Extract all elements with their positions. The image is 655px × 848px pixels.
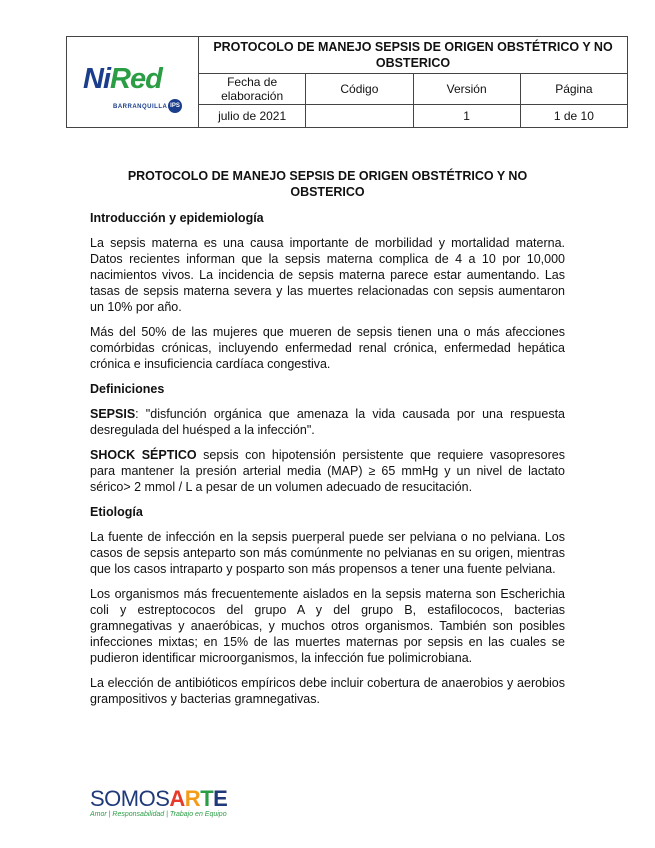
- header-label-pagina: Página: [520, 74, 627, 105]
- footer-tagline: Amor | Responsabilidad | Trabajo en Equipo: [90, 811, 227, 818]
- term-shock-septico: SHOCK SÉPTICO: [90, 448, 197, 462]
- header-value-version: 1: [413, 104, 520, 127]
- header-label-version: Versión: [413, 74, 520, 105]
- definition-text: : "disfunción orgánica que amenaza la vida causada por una respuesta desregulada del huésped a la infección".: [90, 407, 565, 437]
- header-value-pagina: 1 de 10: [520, 104, 627, 127]
- definition-text: sepsis con hipotensión persistente que requiere vasopresores para mantener la presión arterial media (MAP) ≥ 65 mmHg y un nivel de lactato sérico> 2 mmol / L a pesar de un volumen adecuado de resucitación.: [90, 448, 565, 494]
- logo-cell: [67, 37, 199, 128]
- paragraph: Los organismos más frecuentemente aislados en la sepsis materna son Escherichia coli y estreptococos del grupo A y del grupo B, estafilococos, bacterias gramnegativas y anaeróbicas, y muchos otros organismos. También son posibles infecciones mixtas; en 15% de las muertes maternas por sepsis en las cuales se pudieron identificar microorganismos, la infección fue polimicrobiana.: [90, 587, 565, 665]
- section-heading-introduccion: Introducción y epidemiología: [90, 211, 264, 225]
- header-value-fecha: julio de 2021: [199, 104, 306, 127]
- term-sepsis: SEPSIS: [90, 407, 136, 421]
- header-label-fecha: Fecha de elaboración: [199, 74, 306, 105]
- header-title: PROTOCOLO DE MANEJO SEPSIS DE ORIGEN OBSTÉTRICO Y NO OBSTERICO: [199, 37, 628, 74]
- footer-brand: SOMOSARTE: [90, 786, 228, 811]
- document-header-table: [66, 36, 628, 128]
- paragraph: La elección de antibióticos empíricos debe incluir cobertura de anaerobios y aerobios grampositivos y bacterias gramnegativas.: [90, 676, 565, 706]
- header-label-codigo: Código: [306, 74, 413, 105]
- document-title: PROTOCOLO DE MANEJO SEPSIS DE ORIGEN OBSTÉTRICO Y NO OBSTERICO: [127, 169, 528, 199]
- paragraph: La sepsis materna es una causa importante de morbilidad y mortalidad materna. Datos recientes informan que la sepsis materna complica de 4 a 10 por 10,000 nacimientos vivos. La incidencia de sepsis materna parece estar aumentando. Las tasas de sepsis materna severa y las muertes relacionadas con sepsis aumentaron un 10% por año.: [90, 236, 565, 314]
- logo-badge: IPS: [168, 99, 182, 113]
- nired-logo: [67, 37, 198, 127]
- logo-subtitle: BARRANQUILLA: [113, 104, 168, 110]
- paragraph: La fuente de infección en la sepsis puerperal puede ser pelviana o no pelviana. Los casos de sepsis anteparto son más comúnmente no pelvianas en su origen, mientras que los casos intraparto y posparto son más propensos a tener una fuente pelviana.: [90, 530, 565, 576]
- section-heading-etiologia: Etiología: [90, 505, 143, 519]
- document-body: [90, 168, 565, 716]
- definition-sepsis: [90, 406, 565, 438]
- logo-brand: NiRed: [83, 63, 162, 95]
- section-heading-definiciones: Definiciones: [90, 382, 165, 396]
- header-value-codigo: [306, 104, 413, 127]
- somosarte-logo: [90, 788, 290, 828]
- paragraph: Más del 50% de las mujeres que mueren de sepsis tienen una o más afecciones comórbidas crónicas, incluyendo enfermedad renal crónica, enfermedad hepática crónica e insuficiencia cardíaca congestiva.: [90, 325, 565, 371]
- definition-shock-septico: [90, 447, 565, 495]
